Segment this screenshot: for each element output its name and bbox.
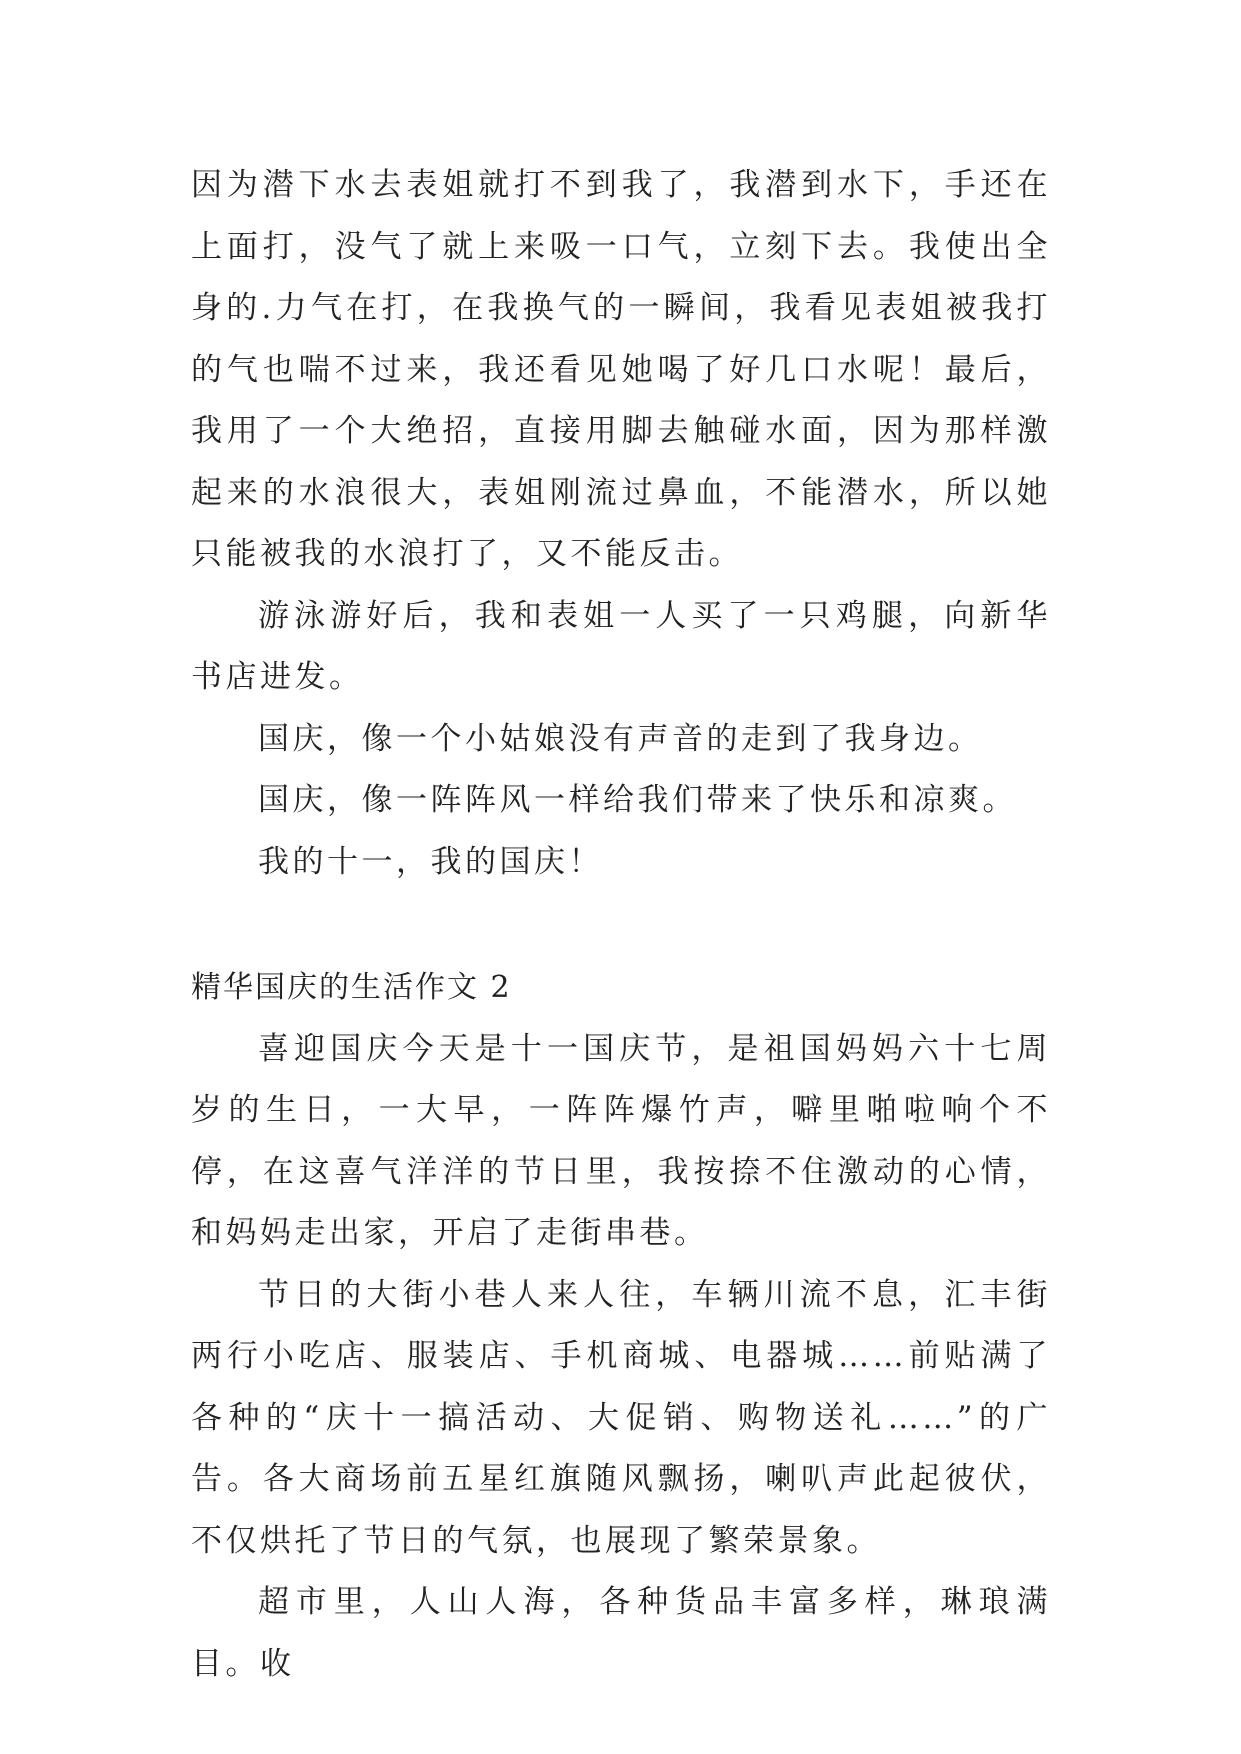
paragraph: 喜迎国庆今天是十一国庆节，是祖国妈妈六十七周岁的生日，一大早，一阵阵爆竹声，噼里啪啦响个不停，在这喜气洋洋的节日里，我按捺不住激动的心情，和妈妈走出家，开启了走街串巷。	[191, 1030, 1051, 1251]
paragraph: 因为潜下水去表姐就打不到我了，我潜到水下，手还在上面打，没气了就上来吸一口气，立刻下去。我使出全身的.力气在打，在我换气的一瞬间，我看见表姐被我打的气也喘不过来，我还看见她喝了好几口水呢！最后，我用了一个大绝招，直接用脚去触碰水面，因为那样激起来的水浪很大，表姐刚流过鼻血，不能潜水，所以她只能被我的水浪打了，又不能反击。	[191, 167, 1051, 572]
paragraph: 节日的大街小巷人来人往，车辆川流不息，汇丰街两行小吃店、服装店、手机商城、电器城……前贴满了各种的“庆十一搞活动、大促销、购物送礼……”的广告。各大商场前五星红旗随风飘扬，喇叭声此起彼伏，不仅烘托了节日的气氛，也展现了繁荣景象。	[191, 1276, 1051, 1559]
section-heading: 精华国庆的生活作文 2	[191, 970, 512, 1005]
document-page	[191, 155, 1051, 1695]
paragraph: 国庆，像一阵阵风一样给我们带来了快乐和凉爽。	[258, 782, 1017, 818]
paragraph: 我的十一，我的国庆！	[258, 843, 603, 880]
paragraph: 游泳游好后，我和表姐一人买了一只鸡腿，向新华书店进发。	[191, 597, 1051, 695]
paragraph: 超市里，人山人海，各种货品丰富多样，琳琅满目。收	[191, 1584, 1051, 1682]
paragraph: 国庆，像一个小姑娘没有声音的走到了我身边。	[258, 720, 983, 757]
